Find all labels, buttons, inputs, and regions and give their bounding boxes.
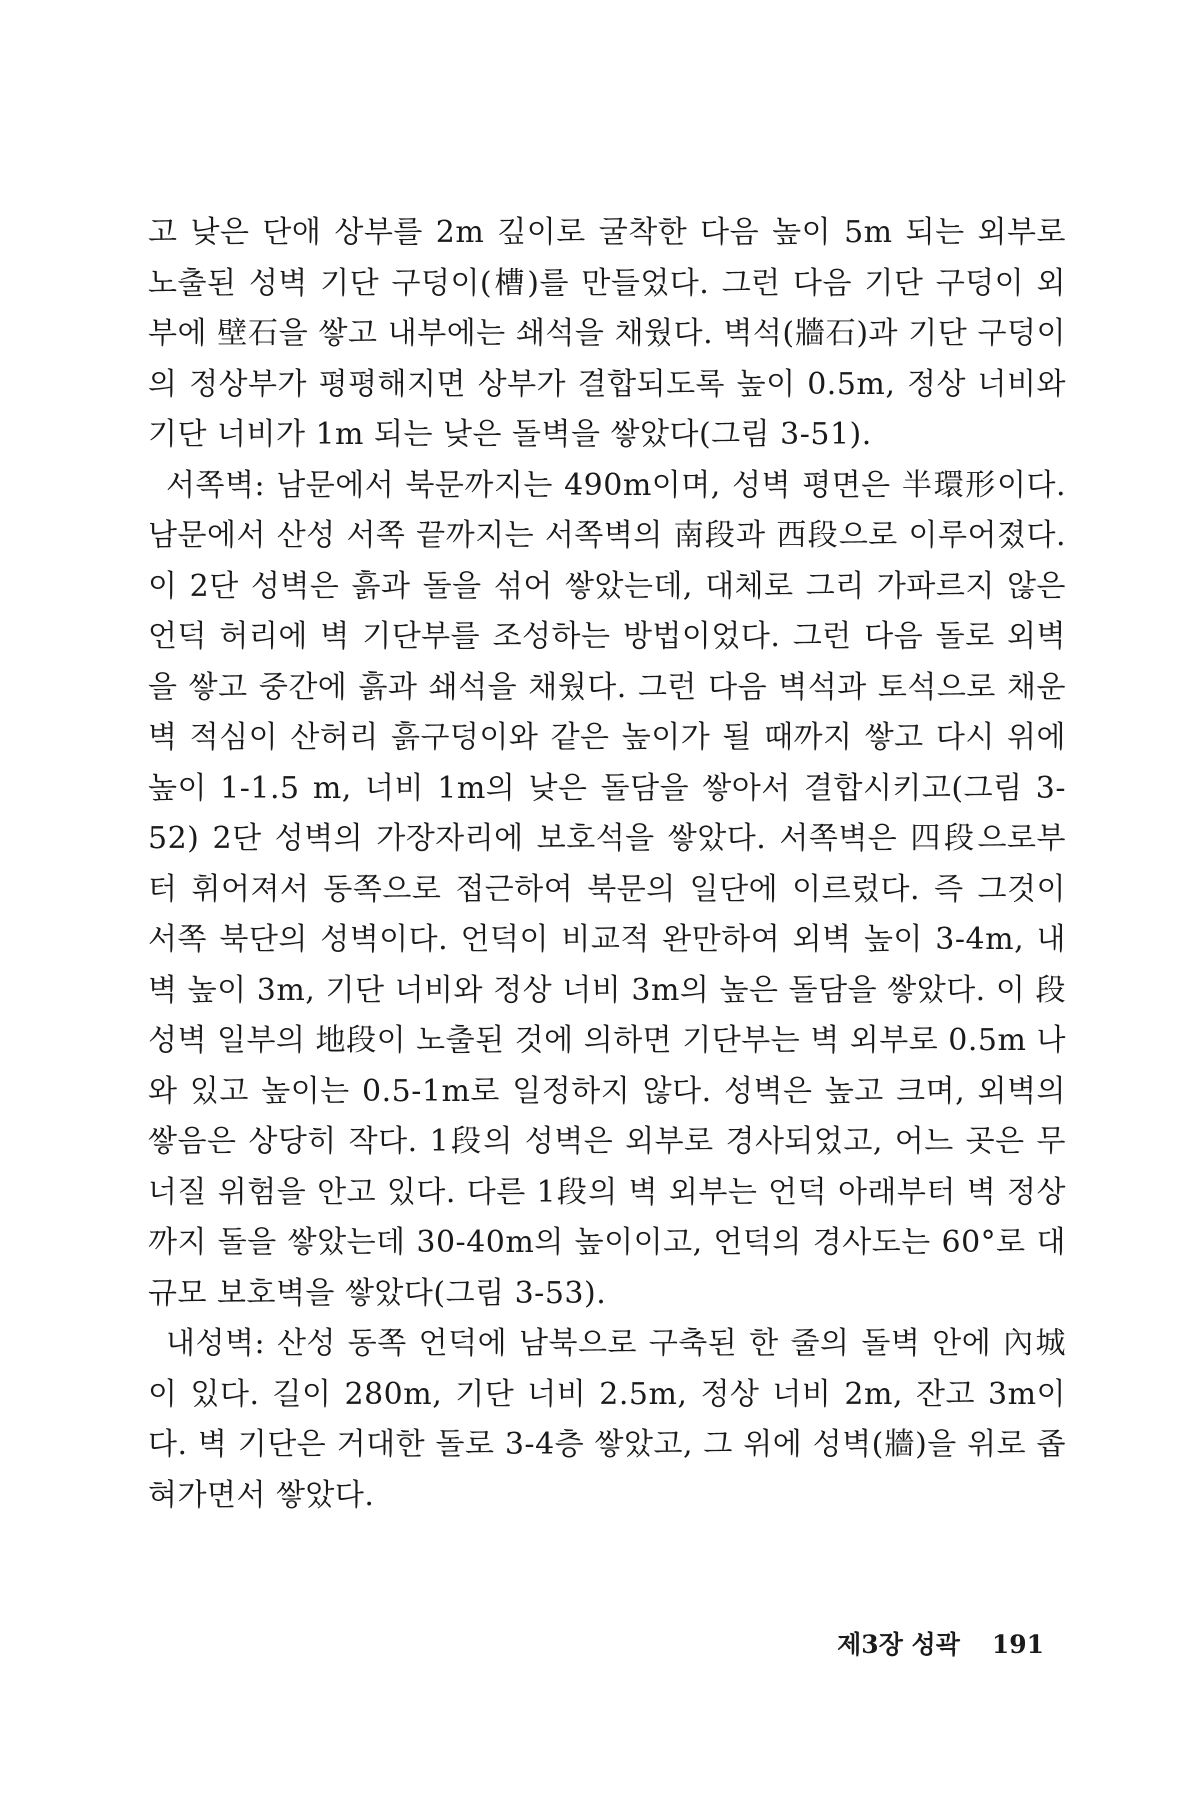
chapter-title: 제3장 성곽 (837, 1630, 960, 1659)
page-number: 191 (991, 1630, 1044, 1659)
paragraph-2: 서쪽벽: 남문에서 북문까지는 490m이며, 성벽 평면은 半環形이다. 남문에서 산성 서쪽 끝까지는 서쪽벽의 南段과 西段으로 이루어졌다. 이 2단 성벽은 흙과 돌을 섞어 쌓았는데, 대체로 그리 가파르지 않은 언덕 허리에 벽 기단부를 조성하는 방법이었다. 그런 다음 돌로 외벽을 쌓고 중간에 흙과 쇄석을 채웠다. 그런 다음 벽석과 토석으로 채운 벽 적심이 산허리 흙구덩이와 같은 높이가 될 때까지 쌓고 다시 위에 높이 1-1.5 m, 너비 1m의 낮은 돌담을 쌓아서 결합시키고(그림 3-52) 2단 성벽의 가장자리에 보호석을 쌓았다. 서쪽벽은 四段으로부터 휘어져서 동쪽으로 접근하여 북문의 일단에 이르렀다. 즉 그것이 서쪽 북단의 성벽이다. 언덕이 비교적 완만하여 외벽 높이 3-4m, 내벽 높이 3m, 기단 너비와 정상 너비 3m의 높은 돌담을 쌓았다. 이 段 성벽 일부의 地段이 노출된 것에 의하면 기단부는 벽 외부로 0.5m 나와 있고 높이는 0.5-1m로 일정하지 않다. 성벽은 높고 크며, 외벽의 쌓음은 상당히 작다. 1段의 성벽은 외부로 경사되었고, 어느 곳은 무너질 위험을 안고 있다. 다른 1段의 벽 외부는 언덕 아래부터 벽 정상까지 돌을 쌓았는데 30-40m의 높이이고, 언덕의 경사도는 60°로 대규모 보호벽을 쌓았다(그림 3-53). (148, 467, 1066, 1311)
body-text (148, 208, 1066, 1521)
paragraph-1: 고 낮은 단애 상부를 2m 깊이로 굴착한 다음 높이 5m 되는 외부로 노출된 성벽 기단 구덩이(槽)를 만들었다. 그런 다음 기단 구덩이 외부에 壁石을 쌓고 내부에는 쇄석을 채웠다. 벽석(牆石)과 기단 구덩이의 정상부가 평평해지면 상부가 결합되도록 높이 0.5m, 정상 너비와 기단 너비가 1m 되는 낮은 돌벽을 쌓았다(그림 3-51). (148, 215, 1066, 452)
paragraph-3: 내성벽: 산성 동쪽 언덕에 남북으로 구축된 한 줄의 돌벽 안에 內城이 있다. 길이 280m, 기단 너비 2.5m, 정상 너비 2m, 잔고 3m이다. 벽 기단은 거대한 돌로 3-4층 쌓았고, 그 위에 성벽(牆)을 위로 좁혀가면서 쌓았다. (148, 1326, 1066, 1513)
page-footer (837, 1625, 1044, 1661)
